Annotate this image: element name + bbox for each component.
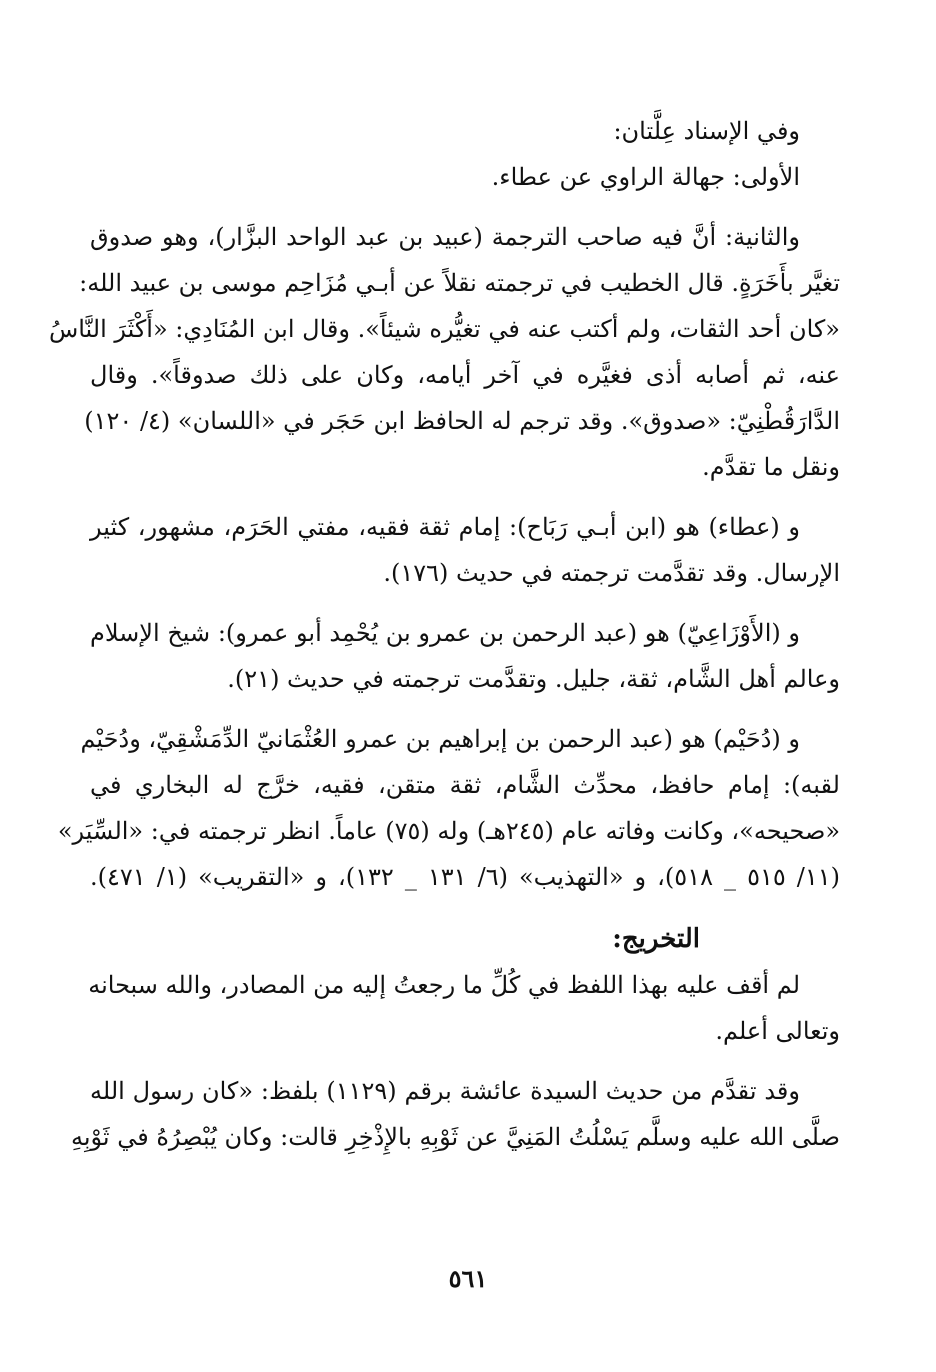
paragraph-aisha-hadith <box>70 1068 840 1160</box>
paragraph-takhrij <box>90 962 840 1054</box>
text-line: الدَّارَقُطْنِيّ: «صدوق». وقد ترجم له الحافظ ابن حَجَر في «اللسان» (٤/ ١٢٠) <box>84 407 840 435</box>
page-body <box>48 108 841 1160</box>
page-number: ٥٦١ <box>448 1264 488 1293</box>
text-line: وقد تقدَّم من حديث السيدة عائشة برقم (١١٢٩) بلفظ: «كان رسول الله <box>90 1077 800 1105</box>
text-line: وفي الإسناد عِلَّتان: <box>613 117 800 145</box>
text-line: والثانية: أنَّ فيه صاحب الترجمة (عبيد بن عبد الواحد البزَّار)، وهو صدوق <box>90 223 800 251</box>
text-line: (١١/ ٥١٥ _ ٥١٨)، و «التهذيب» (٦/ ١٣١ _ ١٣٢)، و «التقريب» (١/ ٤٧١). <box>90 863 841 891</box>
text-line: صلَّى الله عليه وسلَّم يَسْلُتُ المَنِيَّ عن ثَوْبِهِ بالإِذْخِرِ قالت: وكان يُبْصِرُهُ في ثَوْبِهِ <box>70 1123 840 1151</box>
text-line: لم أقف عليه بهذا اللفظ في كُلِّ ما رجعتُ إليه من المصادر، والله سبحانه <box>88 971 800 999</box>
section-heading: التخريج: <box>612 924 700 954</box>
text-line: و (عطاء) هو (ابن أبـي رَبَاح): إمام ثقة فقيه، مفتي الحَرَم، مشهور، كثير <box>90 513 800 541</box>
paragraph-duhaym <box>57 716 841 900</box>
isnad-defects-section <box>90 108 840 200</box>
text-line: و (دُحَيْم) هو (عبد الرحمن بن إبراهيم بن عمرو العُثْمَانيّ الدِّمَشْقِيّ، ودُحَيْم <box>80 725 800 753</box>
text-line: ونقل ما تقدَّم. <box>702 453 840 481</box>
text-line: تغيَّر بأَخَرَةٍ. قال الخطيب في ترجمته نقلاً عن أبـي مُزَاحِم موسى بن عبيد الله: <box>79 269 840 297</box>
text-line: الإرسال. وقد تقدَّمت ترجمته في حديث (١٧٦). <box>383 559 840 587</box>
text-line: وعالم أهل الشَّام، ثقة، جليل. وتقدَّمت ترجمته في حديث (٢١). <box>227 665 840 693</box>
text-line: و (الأَوْزَاعِيّ) هو (عبد الرحمن بن عمرو بن يُحْمِد أبو عمرو): شيخ الإسلام <box>90 619 800 647</box>
text-line: لقبه): إمام حافظ، محدِّث الشَّام، ثقة متقن، فقيه، خرَّج له البخاري في <box>90 771 840 799</box>
paragraph-awzai <box>90 610 840 702</box>
paragraph-second-defect <box>48 214 840 490</box>
text-line: «كان أحد الثقات، ولم أكتب عنه في تغيُّره شيئاً». وقال ابن المُنَادِي: «أَكْثَرَ النَّاسُ <box>48 315 840 343</box>
text-line: «صحيحه»، وكانت وفاته عام (٢٤٥هـ) وله (٧٥) عاماً. انظر ترجمته في: «السِّيَر» <box>57 817 840 845</box>
text-line: عنه، ثم أصابه أذى فغيَّره في آخر أيامه، وكان على ذلك صدوقاً». وقال <box>90 361 840 389</box>
paragraph-ata <box>90 504 840 596</box>
text-line: وتعالى أعلم. <box>715 1017 840 1045</box>
text-line: الأولى: جهالة الراوي عن عطاء. <box>491 163 800 191</box>
